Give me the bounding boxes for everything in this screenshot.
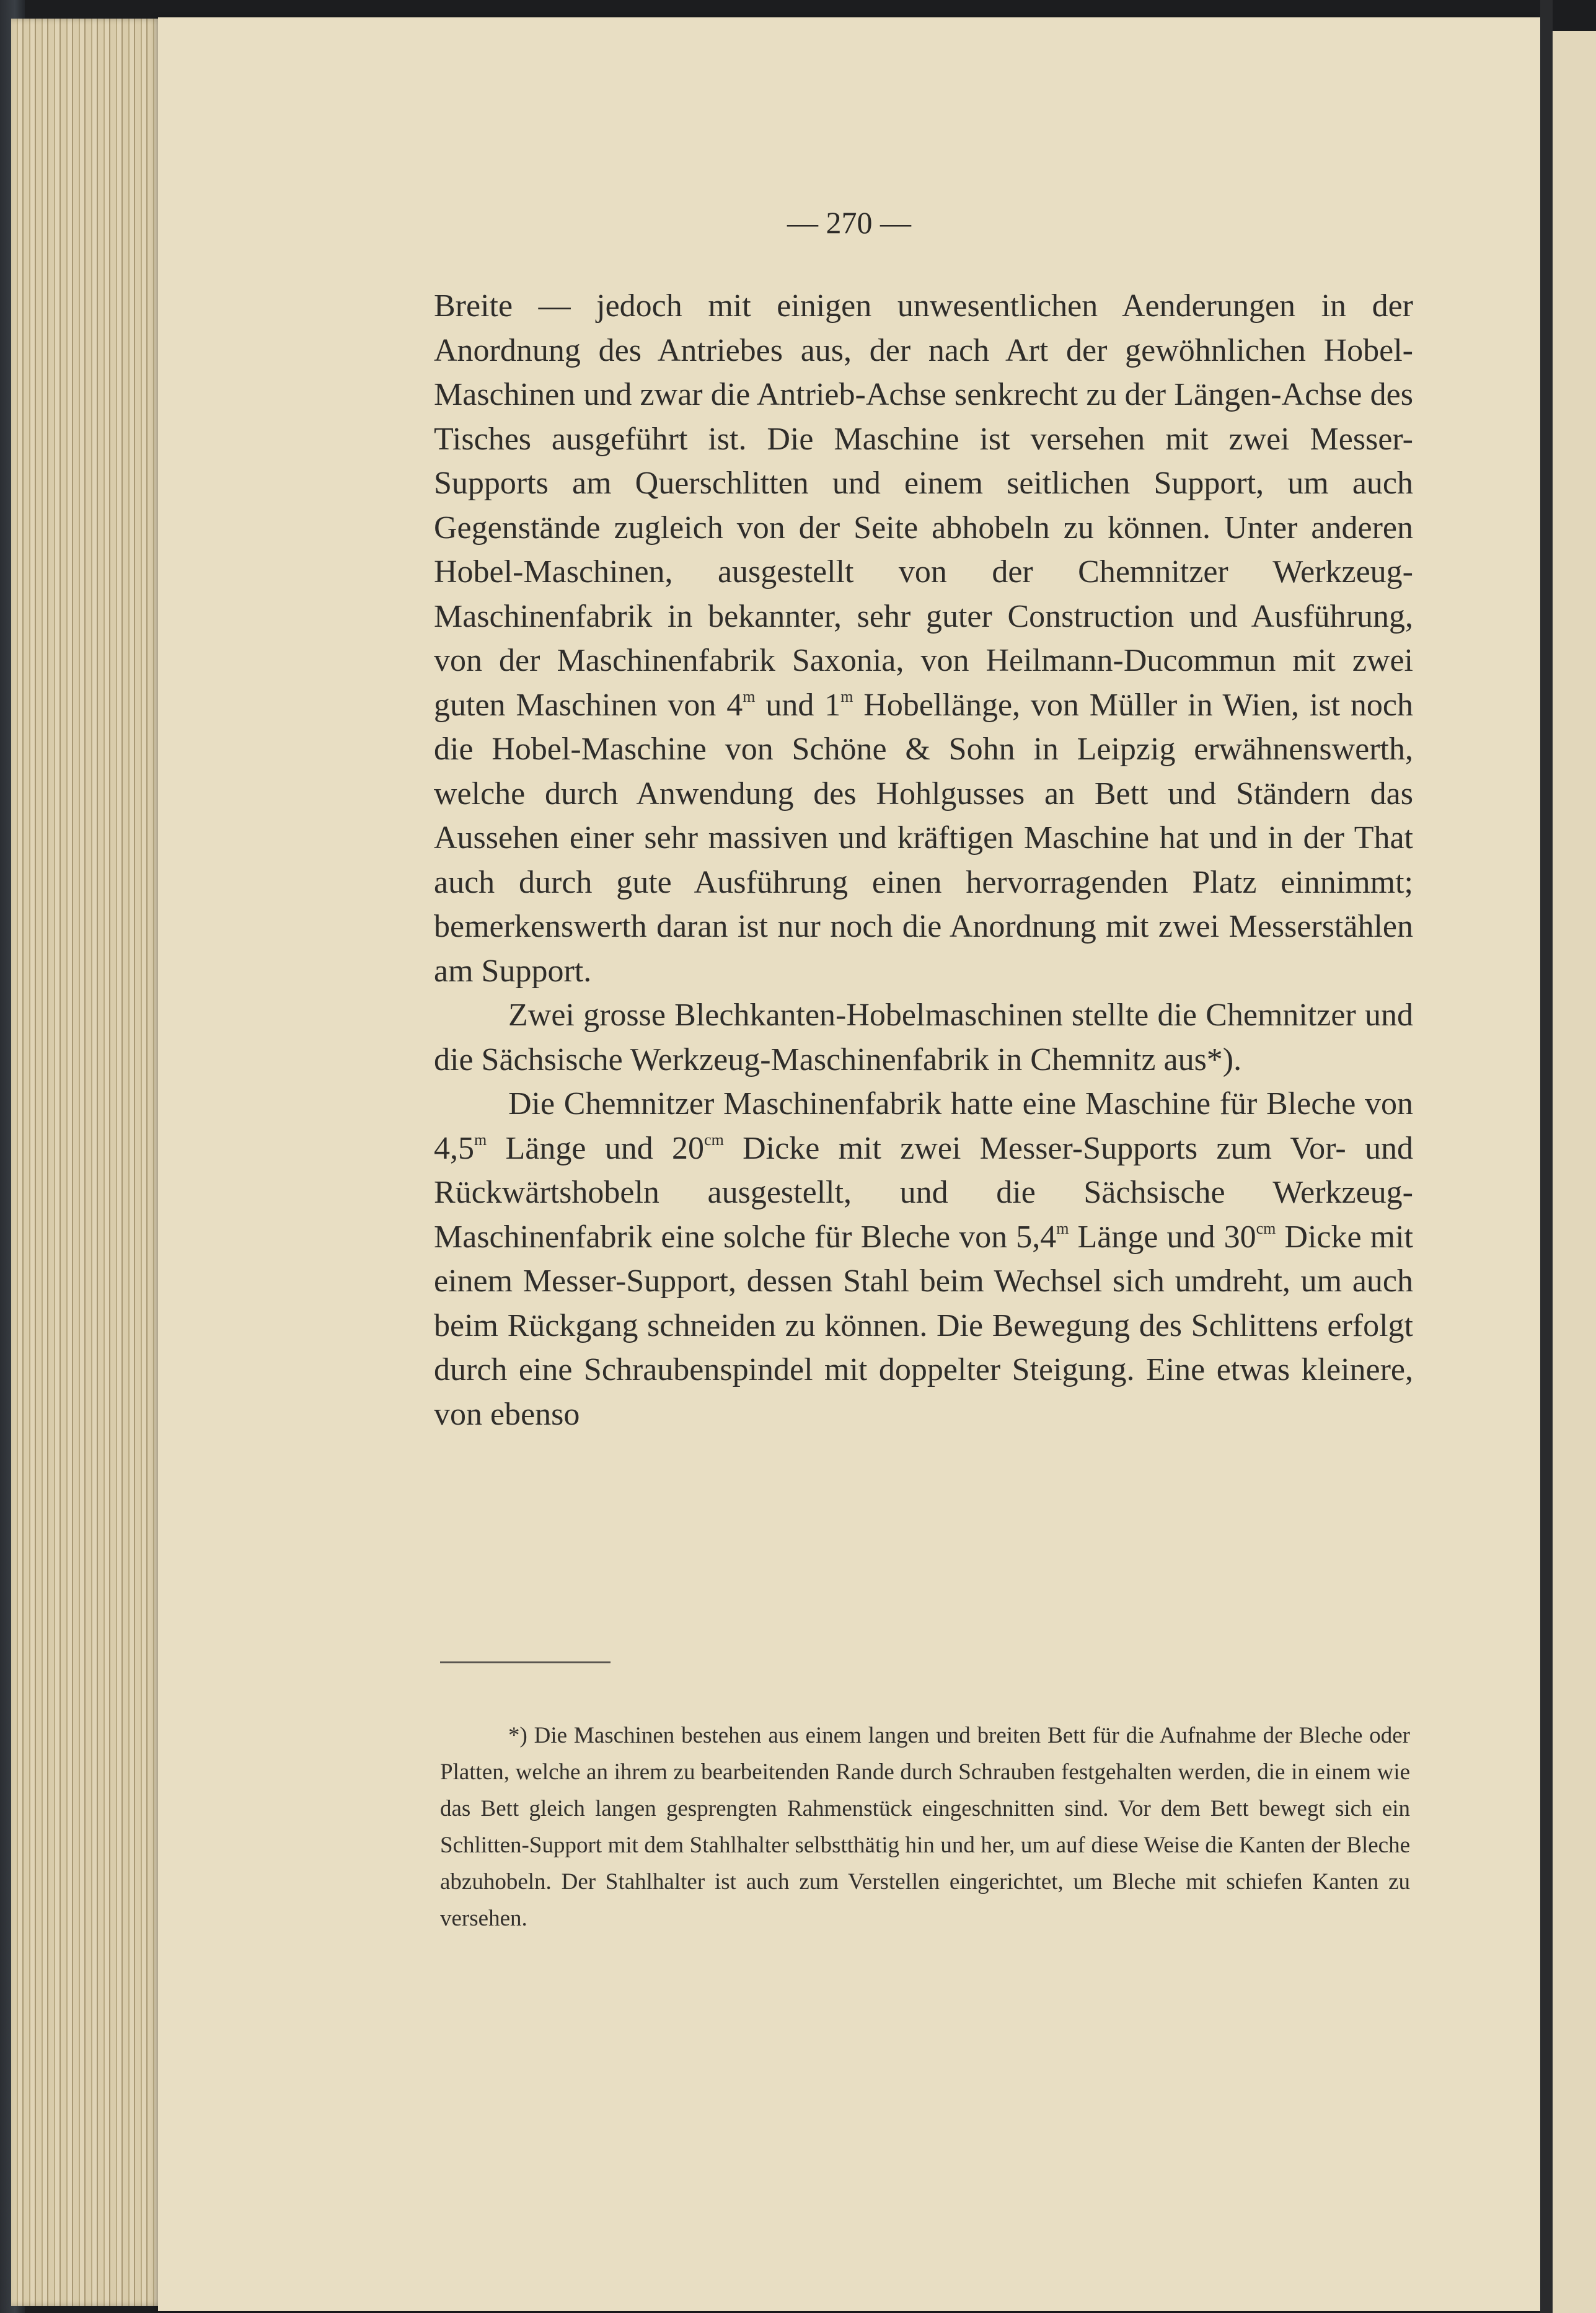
- text-run: Länge und 30: [1069, 1219, 1256, 1255]
- book-gutter: [1540, 0, 1553, 2313]
- page-stack-edges: [11, 19, 166, 2306]
- paragraph: [434, 284, 1413, 993]
- text-run: Breite — jedoch mit einigen unwesentlichen Aenderungen in der Anordnung des Antriebes aus, der nach Art der gewöhnlichen Hobel-Maschinen und zwar die Antrieb-Achse senkrecht zu der Längen-Achse des Tisches ausgeführt ist. Die Maschine ist versehen mit zwei Messer-Supports am Querschlitten und einem seitlichen Support, um auch Gegenstände zugleich von der Seite abhobeln zu können. Unter anderen Hobel-Maschinen, ausgestellt von der Chemnitzer Werkzeug-Maschinenfabrik in bekannter, sehr guter Construction und Ausführung, von der Maschinenfabrik Saxonia, von Heilmann-Ducommun mit zwei guten Maschinen von 4: [434, 288, 1413, 723]
- text-run: Länge und 20: [487, 1130, 705, 1166]
- facing-page-edge: [1553, 31, 1596, 2313]
- text-run: Dicke mit einem Messer-Support, dessen Stahl beim Wechsel sich umdreht, um auch beim Rückgang schneiden zu können. Die Bewegung des Schlittens erfolgt durch eine Schraubenspindel mit doppelter Steigung. Eine etwas kleinere, von ebenso: [434, 1219, 1413, 1432]
- paragraph: [434, 1082, 1413, 1436]
- unit-superscript: m: [474, 1130, 487, 1149]
- text-run: Zwei grosse Blechkanten-Hobelmaschinen stellte die Chemnitzer und die Sächsische Werkzeug-Maschinenfabrik in Chemnitz aus*).: [434, 997, 1413, 1077]
- footnote-mark: *): [508, 1723, 527, 1748]
- unit-superscript: cm: [704, 1130, 724, 1149]
- unit-superscript: m: [743, 687, 756, 705]
- text-run: Die Chemnitzer Maschinenfabrik hatte eine Maschine für Bleche von 4,5: [434, 1086, 1413, 1166]
- footnote-text: Die Maschinen bestehen aus einem langen und breiten Bett für die Aufnahme der Bleche oder Platten, welche an ihrem zu bearbeitenden Rande durch Schrauben festgehalten werden, die in einem wie das Bett gleich langen gesprengten Rahmenstück eingeschnitten sind. Vor dem Bett bewegt sich ein Schlitten-Support mit dem Stahlhalter selbstthätig hin und her, um auf diese Weise die Kanten der Bleche abzuhobeln. Der Stahlhalter ist auch zum Verstellen eingerichtet, um Bleche mit schiefen Kanten zu versehen.: [440, 1723, 1410, 1931]
- footnote: [440, 1717, 1410, 1937]
- text-run: Hobellänge, von Müller in Wien, ist noch die Hobel-Maschine von Schöne & Sohn in Leipzig erwähnenswerth, welche durch Anwendung des Hohlgusses an Bett und Ständern das Aussehen einer sehr massiven und kräftigen Maschine hat und in der That auch durch gute Ausführung einen hervorragenden Platz einnimmt; bemerkenswerth daran ist nur noch die Anordnung mit zwei Messerstählen am Support.: [434, 687, 1413, 989]
- page-number-header: — 270 —: [787, 205, 911, 240]
- unit-superscript: m: [840, 687, 853, 705]
- footnote-separator: [440, 1661, 611, 1663]
- body-text: [434, 284, 1413, 1436]
- unit-superscript: m: [1056, 1219, 1069, 1237]
- text-run: und 1: [755, 687, 841, 723]
- text-run: Dicke mit zwei Messer-Supports zum Vor- und Rückwärtshobeln ausgestellt, und die Sächsische Werkzeug-Maschinenfabrik eine solche für Bleche von 5,4: [434, 1130, 1413, 1255]
- paragraph: [434, 993, 1413, 1082]
- unit-superscript: cm: [1256, 1219, 1276, 1237]
